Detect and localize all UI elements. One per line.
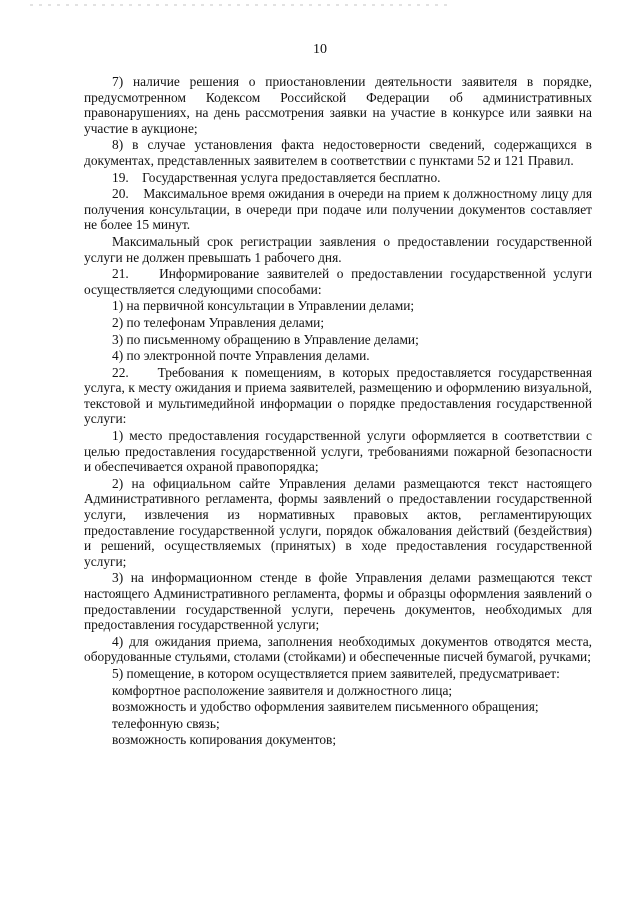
facility-item-copying: возможность копирования документов;: [112, 732, 337, 748]
page-number: 10: [313, 42, 327, 57]
list-item-written-request: 3) по письменному обращению в Управление делами;: [112, 331, 419, 347]
facility-item-comfort: комфортное расположение заявителя и должностного лица;: [112, 682, 453, 698]
facility-item-writing: возможность и удобство оформления заявителем письменного обращения;: [112, 699, 539, 715]
paragraph-21: 21. Информирование заявителей о предоставлении государственной услуги осуществляется следующими способами:: [84, 266, 592, 297]
paragraph-item-7: 7) наличие решения о приостановлении деятельности заявителя в порядке, предусмотренном Кодексом Российской Федерации об административных правонарушениях, на день рассмотрения заявки на участие в конкурсе или заявки на участие в аукционе;: [84, 74, 592, 136]
requirement-item-4: 4) для ожидания приема, заполнения необходимых документов отводятся места, оборудованные стульями, столами (стойками) и обеспеченные писчей бумагой, ручками;: [84, 633, 592, 665]
requirement-item-3: 3) на информационном стенде в фойе Управления делами размещаются текст настоящего Административного регламента, формы и образцы оформления заявлений о предоставлении государственной услуги, перечень документов, необходимых для предоставления государственной услуги;: [84, 570, 592, 633]
list-item-phone: 2) по телефонам Управления делами;: [112, 314, 325, 330]
paragraph-20: 20. Максимальное время ожидания в очереди на прием к должностному лицу для получения консультации, в очереди при подаче или получении документов составляет не более 15 минут.: [84, 186, 592, 233]
scan-artifact: [30, 4, 450, 6]
paragraph-19: 19. Государственная услуга предоставляется бесплатно.: [112, 169, 441, 185]
paragraph-registration-time: Максимальный срок регистрации заявления о предоставлении государственной услуги не должен превышать 1 рабочего дня.: [84, 233, 592, 265]
facility-item-phone: телефонную связь;: [112, 715, 220, 731]
requirement-item-2: 2) на официальном сайте Управления делами размещаются текст настоящего Административного регламента, формы заявлений о предоставлении государственной услуги, извлечения из нормативных правовых актов, регламентирующих предоставление государственной услуги, порядок обжалования действий (бездействия) и решений, осуществляемых (принятых) в ходе предоставления государственной услуги;: [84, 475, 592, 569]
list-item-consultation: 1) на первичной консультации в Управлении делами;: [112, 298, 415, 314]
list-item-email: 4) по электронной почте Управления делами.: [112, 348, 370, 364]
requirement-item-5: 5) помещение, в котором осуществляется прием заявителей, предусматривает:: [112, 665, 560, 681]
paragraph-item-8: 8) в случае установления факта недостоверности сведений, содержащихся в документах, представленных заявителем в соответствии с пунктами 52 и 121 Правил.: [84, 137, 592, 168]
requirement-item-1: 1) место предоставления государственной услуги оформляется в соответствии с целью предоставления государственной услуги, требованиями пожарной безопасности и обеспечивается охраной правопорядка;: [84, 428, 592, 475]
document-body: [84, 74, 592, 748]
paragraph-22: 22. Требования к помещениям, в которых предоставляется государственная услуга, к месту ожидания и приема заявителей, размещению и оформлению визуальной, текстовой и мультимедийной информации о порядке предоставления государственной услуги:: [84, 364, 592, 427]
